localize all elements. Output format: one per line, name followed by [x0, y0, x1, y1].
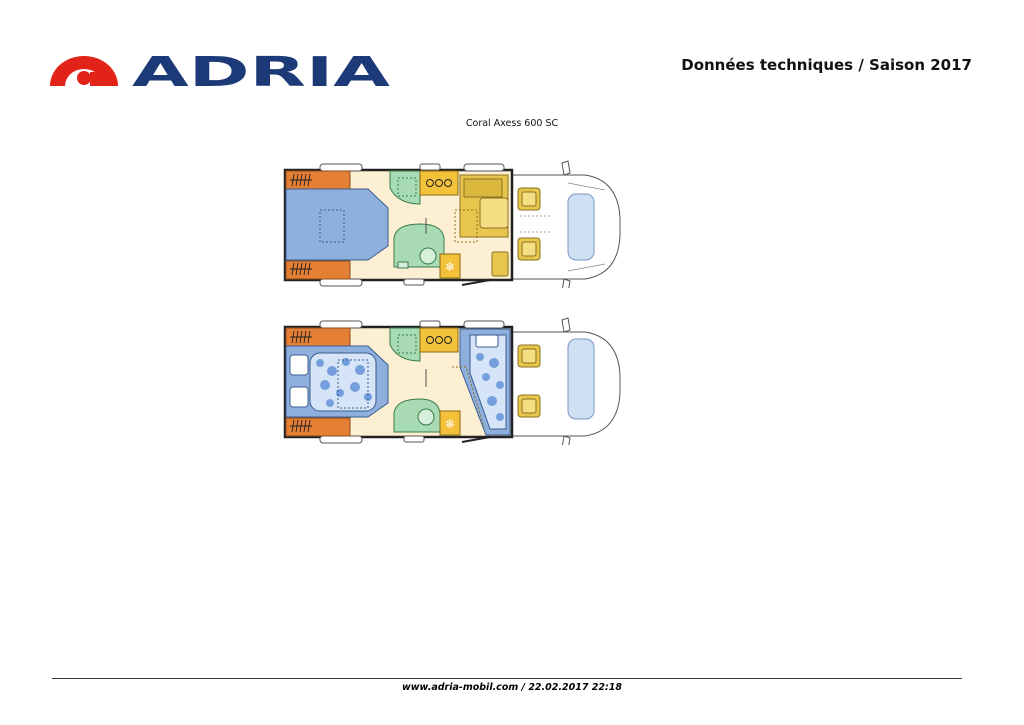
model-name: Coral Axess 600 SC [465, 118, 559, 129]
svg-text:❄: ❄ [444, 260, 456, 274]
adria-logo [50, 52, 395, 92]
footer-text: www.adria-mobil.com / 22.02.2017 22:18 [402, 682, 622, 693]
document-title: Données techniques / Saison 2017 [681, 56, 972, 74]
brand-wordmark: ADRIA [132, 52, 391, 92]
svg-text:❄: ❄ [444, 417, 456, 431]
footer-divider [52, 678, 962, 679]
floor-plan-day-layout [280, 158, 630, 288]
floor-plan-night-layout [280, 315, 630, 445]
